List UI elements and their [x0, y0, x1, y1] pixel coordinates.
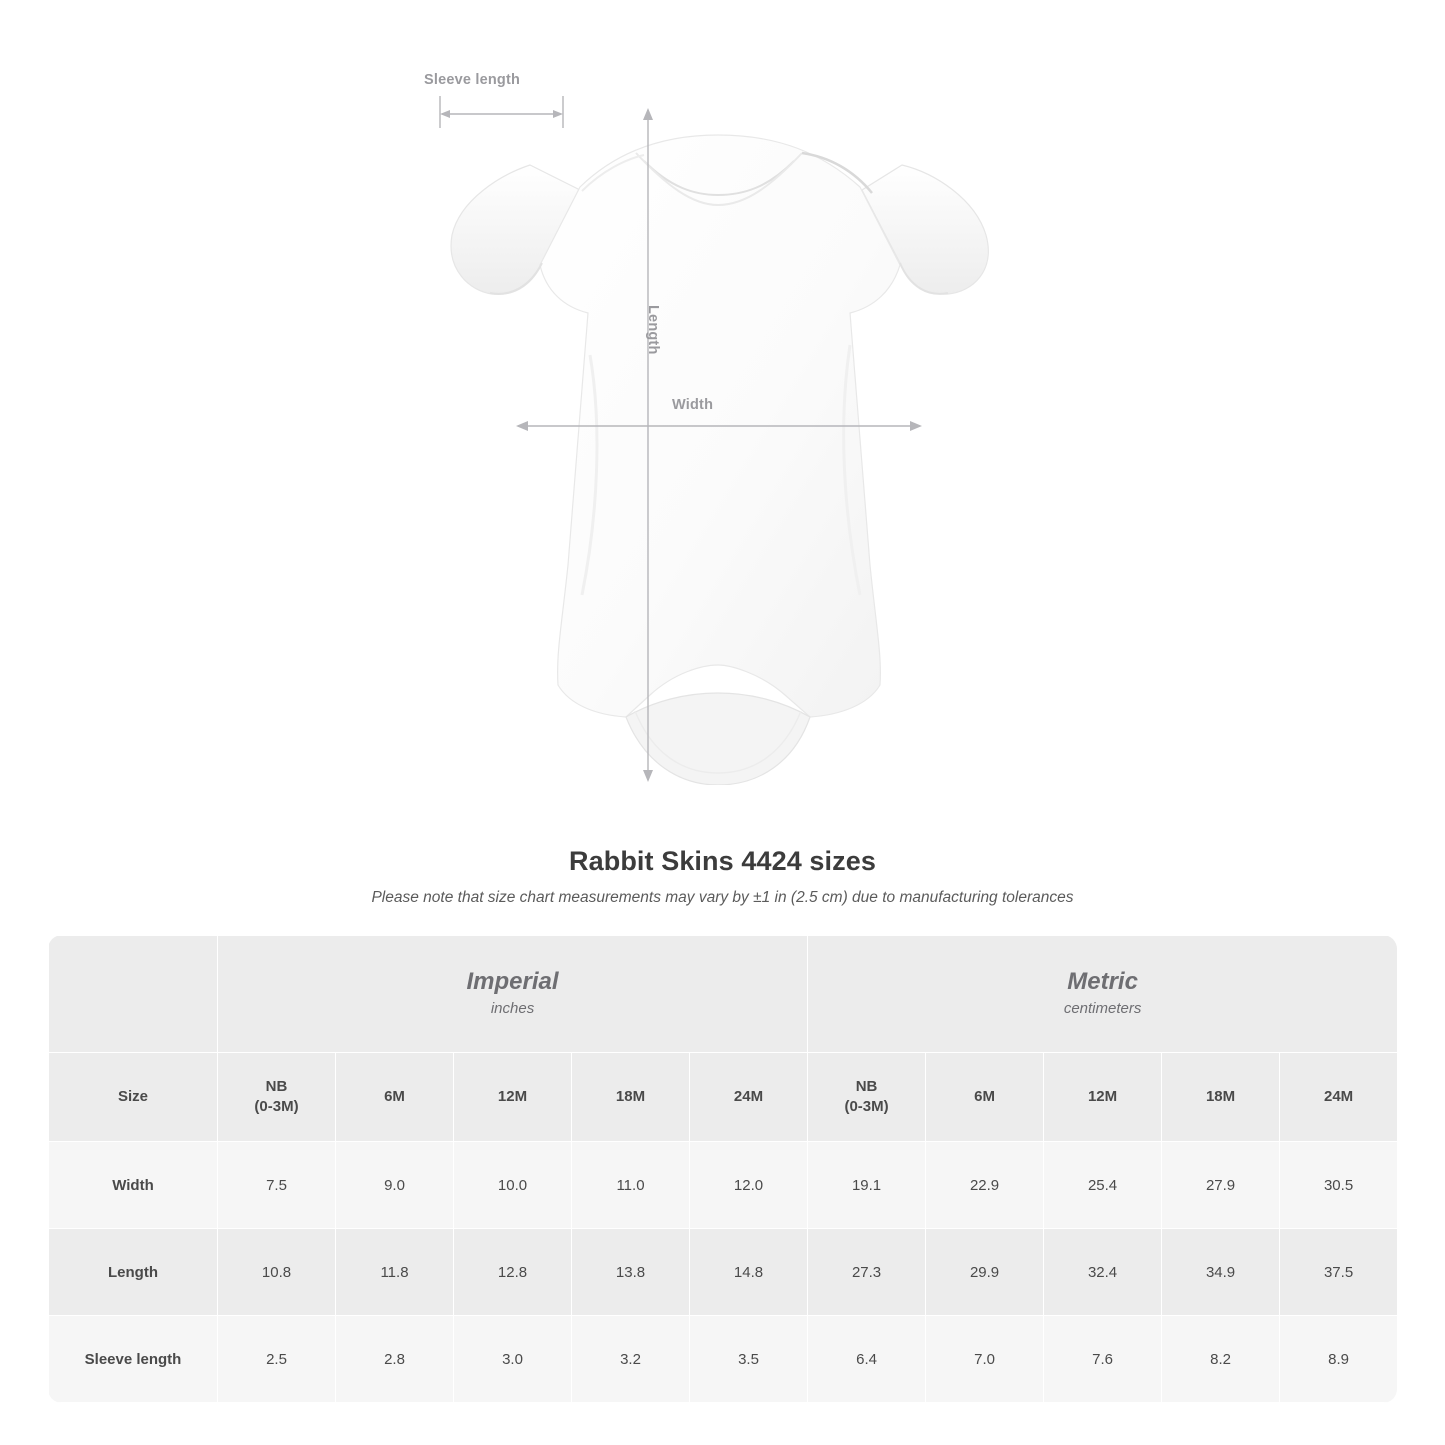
row-label-sleeve-length: Sleeve length: [49, 1316, 218, 1403]
cell-width-7: 25.4: [1044, 1142, 1162, 1229]
header-col-6: [926, 1053, 1044, 1142]
header-col-1-line1: 6M: [384, 1087, 405, 1105]
cell-length-8: 34.9: [1162, 1229, 1280, 1316]
header-col-9-line1: 24M: [1323, 1087, 1354, 1105]
cell-sleeve-6: 7.0: [926, 1316, 1044, 1403]
cell-sleeve-3: 3.2: [572, 1316, 690, 1403]
header-col-6-line1: 6M: [974, 1087, 995, 1105]
cell-length-5: 27.3: [808, 1229, 926, 1316]
unit-imperial-sub: inches: [490, 1000, 535, 1017]
cell-sleeve-9: 8.9: [1280, 1316, 1397, 1403]
table-row: [49, 1316, 1398, 1403]
header-col-9: [1280, 1053, 1397, 1142]
cell-length-0: 10.8: [218, 1229, 336, 1316]
header-col-4: [690, 1053, 808, 1142]
table-row: [49, 1142, 1398, 1229]
header-size: Size: [49, 1053, 218, 1142]
header-col-3-line1: 18M: [615, 1087, 646, 1105]
unit-header-metric: [808, 936, 1397, 1053]
sleeve-length-label: Sleeve length: [424, 72, 521, 88]
length-label: Length: [645, 305, 661, 355]
size-table-wrapper: [48, 935, 1397, 1403]
unit-header-imperial: [218, 936, 808, 1053]
header-col-7-line1: 12M: [1087, 1087, 1118, 1105]
cell-sleeve-7: 7.6: [1044, 1316, 1162, 1403]
header-col-4-line1: 24M: [733, 1087, 764, 1105]
cell-length-6: 29.9: [926, 1229, 1044, 1316]
cell-width-8: 27.9: [1162, 1142, 1280, 1229]
cell-width-4: 12.0: [690, 1142, 808, 1229]
cell-sleeve-1: 2.8: [336, 1316, 454, 1403]
header-col-2: [454, 1053, 572, 1142]
cell-width-0: 7.5: [218, 1142, 336, 1229]
unit-metric-sub: centimeters: [1063, 1000, 1142, 1017]
cell-sleeve-8: 8.2: [1162, 1316, 1280, 1403]
cell-length-1: 11.8: [336, 1229, 454, 1316]
row-label-width: Width: [49, 1142, 218, 1229]
width-label: Width: [672, 397, 714, 413]
header-col-0-line1: NB: [265, 1077, 288, 1095]
unit-metric-title: Metric: [1067, 968, 1138, 995]
header-col-8: [1162, 1053, 1280, 1142]
unit-header-spacer: [49, 936, 218, 1053]
cell-width-3: 11.0: [572, 1142, 690, 1229]
cell-width-6: 22.9: [926, 1142, 1044, 1229]
cell-sleeve-0: 2.5: [218, 1316, 336, 1403]
header-col-5-line2: (0-3M): [844, 1098, 889, 1115]
cell-width-2: 10.0: [454, 1142, 572, 1229]
header-col-8-line1: 18M: [1205, 1087, 1236, 1105]
cell-sleeve-2: 3.0: [454, 1316, 572, 1403]
page-title: Rabbit Skins 4424 sizes: [569, 846, 876, 876]
tolerance-note: Please note that size chart measurements may vary by ±1 in (2.5 cm) due to manufacturing tolerances: [371, 889, 1074, 906]
title-block: [0, 846, 1445, 907]
header-col-2-line1: 12M: [497, 1087, 528, 1105]
cell-sleeve-4: 3.5: [690, 1316, 808, 1403]
cell-length-7: 32.4: [1044, 1229, 1162, 1316]
header-col-5-line1: NB: [855, 1077, 878, 1095]
cell-sleeve-5: 6.4: [808, 1316, 926, 1403]
row-label-length: Length: [49, 1229, 218, 1316]
column-header-row: [49, 1053, 1398, 1142]
cell-width-9: 30.5: [1280, 1142, 1397, 1229]
table-row: [49, 1229, 1398, 1316]
header-col-0: [218, 1053, 336, 1142]
cell-length-9: 37.5: [1280, 1229, 1397, 1316]
header-col-0-line2: (0-3M): [254, 1098, 299, 1115]
unit-imperial-title: Imperial: [466, 968, 559, 995]
size-table: [48, 935, 1397, 1403]
cell-width-1: 9.0: [336, 1142, 454, 1229]
header-col-7: [1044, 1053, 1162, 1142]
cell-length-3: 13.8: [572, 1229, 690, 1316]
unit-header-row: [49, 936, 1398, 1053]
header-col-1: [336, 1053, 454, 1142]
header-col-3: [572, 1053, 690, 1142]
cell-width-5: 19.1: [808, 1142, 926, 1229]
header-col-5: [808, 1053, 926, 1142]
cell-length-4: 14.8: [690, 1229, 808, 1316]
cell-length-2: 12.8: [454, 1229, 572, 1316]
